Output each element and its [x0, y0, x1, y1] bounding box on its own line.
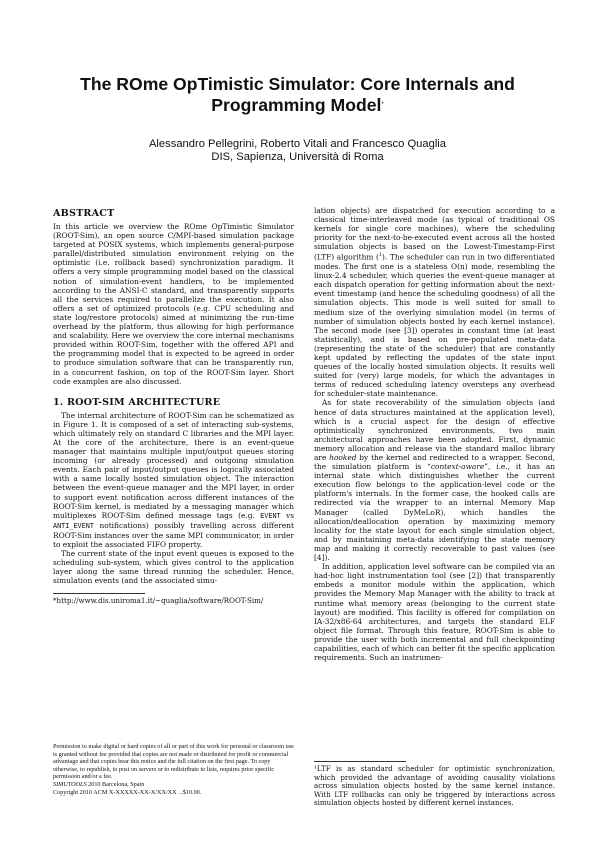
author-names: Alessandro Pellegrini, Roberto Vitali and Francesco Quaglia — [148, 138, 447, 150]
right-p1-text-b: ). The scheduler can run in two differentiated modes. The first one is a stateless O(n) mode, resembling the linux-2.4 scheduler, which queries the event-queue manager at each dispatch operation for getting information about the next-event timestamp (and hence the scheduling goodness) of all the simulation objects. This mode is well suited for small to medium size of the overlying simulation model (in terms of number of simulation objects hosted by each kernel instance). The second mode (see [3]) operates in constant time (at least statistically), and is based on pre-populated meta-data (representing the state of the scheduler) that are constantly kept updated by reflecting the updates of the state input queues of the locally hosted simulation objects. It results well suited for (very) large models, for which the advantages in terms of reduced scheduling latency oversteps any overhead for scheduler-state maintenance. — [314, 252, 555, 399]
section-1-paragraph-2: The current state of the input event queues is exposed to the scheduling sub-system, which gives control to the application layer along the same thread running the scheduler. Hence, simulation events (and the associated simu- — [53, 549, 294, 586]
author-block — [60, 138, 535, 164]
venue-line — [53, 781, 294, 789]
right-column — [314, 206, 555, 662]
copyright-line: Copyright 2010 ACM X-XXXXX-XX-X/XX/XX ...$10.00. — [53, 788, 202, 796]
ltf-footnote-ref: 1 — [378, 252, 383, 259]
footnote-rule-right — [314, 761, 406, 762]
hooked-emphasis: hooked — [329, 453, 357, 462]
abstract-heading: ABSTRACT — [53, 208, 115, 219]
section-1-p1-text-b: vs — [280, 510, 294, 520]
abstract-text: In this article we overview the ROme OpTimistic Simulator (ROOT-Sim), an open source C/MPI-based simulation package targeted at POSIX systems, which implements general-purpose parallel/distributed simulation environment relying on the optimistic (i.e. rollback based) synchronization paradigm. It offers a very simple programming model based on the classical notion of simulation-event handlers, to be implemented according to the ANSI-C standard, and transparently supports all the services required to parallelize the execution. It also offers a set of optimized protocols (e.g. CPU scheduling and state log/restore protocols) aimed at minimizing the run-time overhead by the platform, thus allowing for high performance and scalability. Here we overview the core internal mechanisms provided within ROOT-Sim, together with the offered API and the programming model that is expected to be agreed in order to produce simulation software that can be transparently run, in a concurrent fashion, on top of the ROOT-Sim layer. Short code examples are also discussed. — [53, 222, 294, 386]
paper-title-text: The ROme OpTimistic Simulator: Core Internals and Programming Model — [80, 74, 515, 115]
anti-event-tag-code: ANTI_EVENT — [53, 521, 94, 530]
author-affiliation: DIS, Sapienza, Università di Roma — [211, 151, 384, 163]
permission-text: Permission to make digital or hard copies of all or part of this work for personal or classroom use is granted without fee provided that copies are not made or distributed for profit or commercial advantage and that copies bear this notice and the full citation on the first page. To copy otherwise, to republish, to post on servers or to redistribute to lists, requires prior specific permission and/or a fee. — [53, 743, 294, 781]
right-p2-text-c: ”, i.e., it has an internal state which distinguishes whether the current execution flow belongs to the application-level code or the platform's internals. In the former case, the hooked calls are redirected via the wrapper to an internal Memory Map Manager (called DyMeLoR), which handles the allocation/deallocation operation by maximizing memory locality for the state layout for each single simulation object, and by maintaining meta-data identifying the state memory map and making it correctly recoverable to past values (see [4]). — [314, 462, 555, 563]
url-footnote: *http://www.dis.uniroma1.it/~quaglia/software/ROOT-Sim/ — [53, 596, 264, 606]
section-1-p1-text-a: The internal architecture of ROOT-Sim can be schematized as in Figure 1. It is composed of a set of interacting sub-systems, which ultimately rely on standard C libraries and the MPI layer. At the core of the architecture, there is an event-queue manager that maintains multiple input/output queues storing incoming (or already processed) and outgoing simulation events. Each pair of input/output queues is logically associated with a same locally hosted simulation object. The interaction between the event-queue manager and the MPI layer, in order to support event notification across different instances of the ROOT-Sim kernel, is mediated by a messaging manager which multiplexes ROOT-Sim defined message tags (e.g. — [53, 410, 294, 520]
right-paragraph-1 — [314, 206, 555, 398]
event-tag-code: EVENT — [260, 511, 281, 520]
section-1-heading: 1. ROOT-SIM ARCHITECTURE — [53, 396, 221, 408]
footnote-rule-left — [53, 593, 145, 594]
permission-block — [53, 743, 294, 796]
section-1-p1-text-c: notifications) possibly travelling across different ROOT-Sim instances over the same MPI communicator, in order to exploit the associated FIFO property. — [53, 520, 294, 549]
section-1-paragraph-1 — [53, 411, 294, 549]
ltf-footnote: ¹LTF is as standard scheduler for optimistic synchronization, which provided the advantage of avoiding causality violations across simulation objects hosted by the same kernel instance. With LTF rollbacks can only be triggered by interactions across simulation objects hosted by different kernel instances. — [314, 764, 555, 808]
right-paragraph-2 — [314, 398, 555, 562]
left-column — [53, 208, 294, 606]
title-footnote-mark: * — [381, 102, 384, 108]
venue-location: 2010 Barcelona, Spain — [86, 780, 145, 788]
ltf-footnote-block — [314, 761, 555, 808]
right-p2-text-a: As for state recoverability of the simulation objects (and hence of data structures maintained at the application level), which is a crucial aspect for the design of effective optimistically synchronized environments, two main architectural approaches have been adopted. First, dynamic memory allocation and release via the standard malloc library are — [314, 398, 555, 462]
paper-title — [60, 74, 535, 116]
right-p1-text-a: lation objects) are dispatched for execution according to a classical time-interleaved mode (as typical of traditional OS kernels for single core machines), where the scheduling priority for the next-to-be-executed event across all the hosted simulation objects is based on the Lowest-Timestamp-First (LTF) algorithm ( — [314, 206, 555, 262]
right-paragraph-3: In addition, application level software can be compiled via an had-hoc light instrumentation tool (see [2]) that transparently embeds a monitor module within the application, which provides the Memory Map Manager with the ability to track at runtime what memory areas (belonging to the current state layout) are modified. This facility is offered for compilation on IA-32/x86-64 architectures, and targets the standard ELF object file format. Through this feature, ROOT-Sim is able to provide the user with both incremental and full checkpointing capabilities, each of which can better fit the specific application requirements. Such an instrumen- — [314, 562, 555, 663]
context-aware-emphasis: context-aware — [430, 462, 485, 472]
right-p2-text-b: by the kernel and redirected to a wrapper. Second, the simulation platform is “ — [314, 453, 555, 472]
venue-name: SIMUTOOLS — [53, 780, 87, 788]
